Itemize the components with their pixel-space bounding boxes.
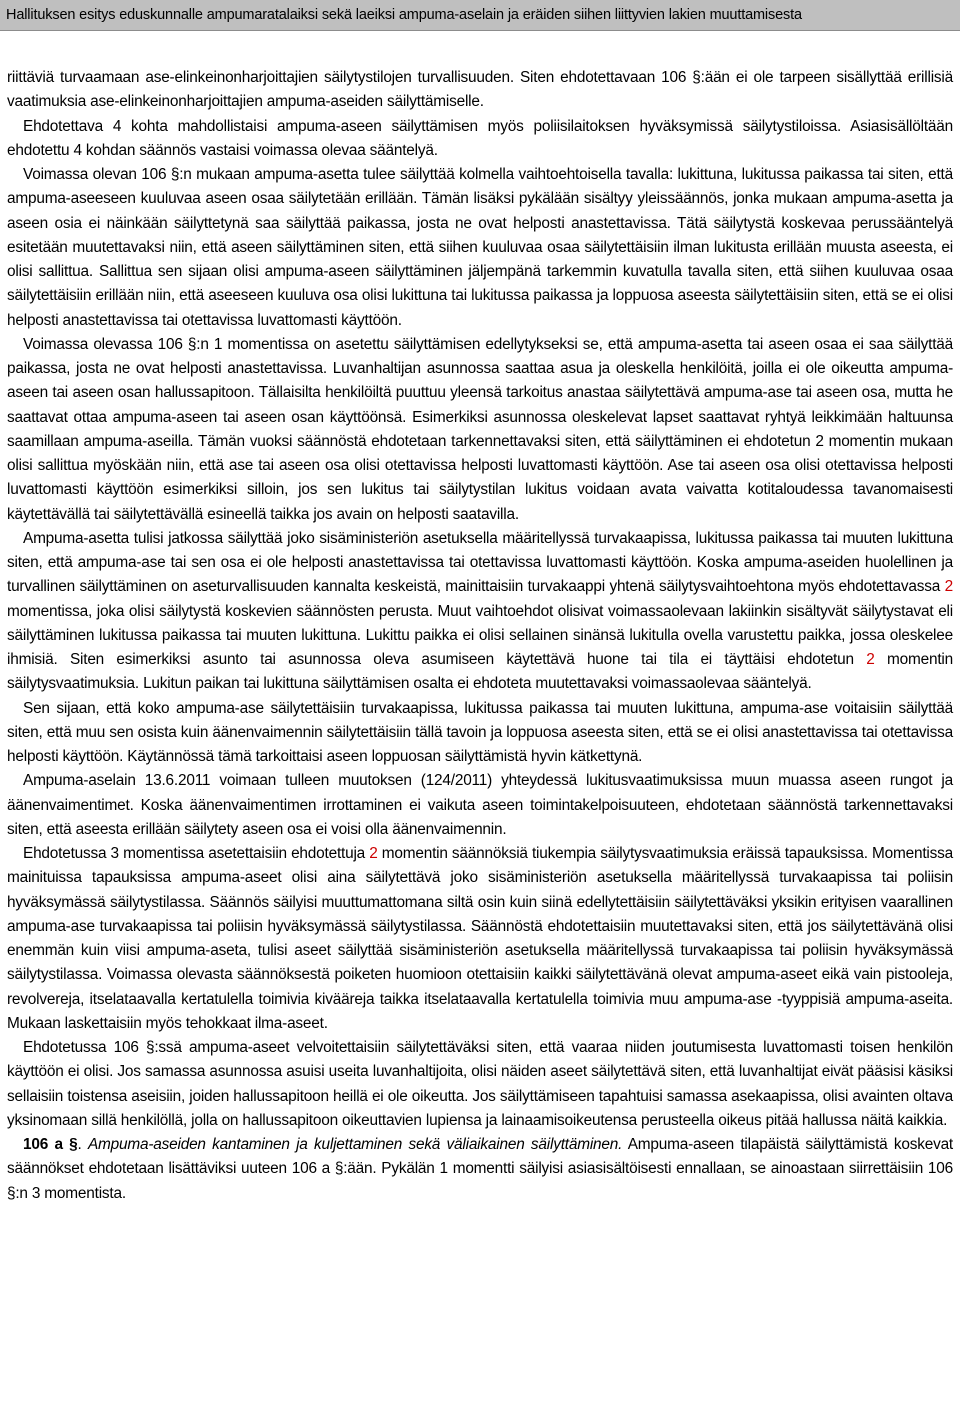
- paragraph: [7, 66, 953, 115]
- highlighted-number: 2: [866, 651, 875, 668]
- paragraph-text: Ampuma-asetta tulisi jatkossa säilyttää joko sisäministeriön asetuksella määritellyssä turvakaapissa, lukitussa paikassa tai muuten lukittuna siten, että ampuma-ase tai sen osa ei ole helposti anastettavissa tai otettavissa luvattomasti käyttöön. Koska ampuma-aseiden huolellinen ja turvallinen säilyttäminen on aseturvallisuuden kannalta keskeistä, mainittaisiin turvakaappi yhtenä säilytysvaihtoehtona myös ehdotettavassa: [7, 529, 953, 596]
- paragraph: [7, 697, 953, 770]
- document-body: [7, 66, 953, 1206]
- paragraph-text: Ampuma-aseen tilapäistä säilyttämistä koskevat säännökset ehdotetaan lisättäviksi uuteen 106 a §:ään. Pykälän 1 momentti säilyisi asiasisältöisesti ennallaan, se ainoastaan siirrettäisiin 106 §:n 3 momentista.: [7, 1136, 954, 1202]
- paragraph-text: momentin säilytysvaatimuksia. Lukitun paikan tai lukittuna säilyttämisen osalta ei ehdoteta muutettavaksi voimassaolevaa sääntelyä.: [7, 651, 953, 693]
- highlighted-number: 2: [369, 845, 378, 862]
- paragraph: [7, 769, 953, 842]
- paragraph-text: Ehdotetussa 106 §:ssä ampuma-aseet velvoitettaisiin säilytettäväksi siten, että vaaraa niiden joutumisesta luvattomasti toisen henkilön käyttöön ei olisi. Jos samassa asunnossa asuisi useita luvanhaltijoita, olisi näiden aseet säilytettävä siten, että luvanhaltijat eivät pääsisi käsiksi sellaisiin toistensa aseisiin, joiden hallussapitoon heillä ei ole oikeutta. Jos säilyttämiseen tapahtuisi samassa asekaapissa, olisi avainten oltava yksinomaan sillä henkilöllä, jolla on hallussapitoon oikeuttavien lupiensa ja lainaamisoikeutensa perusteella oikeus pitää hallussa näitä kaikkia.: [7, 1039, 953, 1129]
- paragraph-text: Ampuma-aselain 13.6.2011 voimaan tulleen muutoksen (124/2011) yhteydessä lukitusvaatimuksissa muun muassa aseen rungot ja äänenvaimentimet. Koska äänenvaimentimen irrottaminen ei vaikuta aseen toimintakelpoisuuteen, ehdotetaan säännöstä tarkennettavaksi siten, että aseesta erillään säilytety aseen osa ei voisi olla äänenvaimennin.: [7, 772, 953, 838]
- paragraph-text: Sen sijaan, että koko ampuma-ase säilytettäisiin turvakaapissa, lukitussa paikassa tai muuten lukittuna, ampuma-ase voitaisiin säilyttää siten, että muu sen osista kuin äänenvaimennin säilytettäisiin tällä tavoin ja loppuosa aseesta siten, että se ei olisi anastettavissa tai otettavissa helposti käyttöön. Käytännössä tämä tarkoittaisi aseen loppuosan säilyttämistä hyvin kätkettynä.: [7, 699, 953, 765]
- paragraph-text: riittäviä turvaamaan ase-elinkeinonharjoittajien säilytystilojen turvallisuuden. Siten ehdotettavaan 106 §:ään ei ole tarpeen sisällyttää erillisiä vaatimuksia ase-elinkeinonharjoittajien ampuma-aseiden säilyttämiselle.: [7, 69, 953, 111]
- paragraph-text: .: [77, 1136, 88, 1153]
- paragraph-text: momentissa, joka olisi säilytystä koskevien säännösten perusta. Muut vaihtoehdot olisivat voimassaolevaan lakiinkin sisältyvät säilytystavat eli säilyttäminen lukitussa paikassa tai muuten lukittuna. Lukittu paikka ei olisi sellainen sinänsä lukitulla ovella varustettu paikka, jossa oleskelee ihmisiä. Siten esimerkiksi asunto tai asunnossa oleva asumiseen käytettävä huone tai tila ei täyttäisi ehdotetun: [7, 602, 953, 668]
- section-heading: Ampuma-aseiden kantaminen ja kuljettaminen sekä väliaikainen säilyttäminen.: [87, 1136, 623, 1153]
- paragraph: [7, 842, 953, 1036]
- paragraph: [7, 115, 953, 164]
- paragraph-text: Ehdotetussa 3 momentissa asetettaisiin ehdotettuja: [23, 845, 370, 862]
- paragraph-text: Voimassa olevassa 106 §:n 1 momentissa on asetettu säilyttämisen edellytykseksi se, että ampuma-asetta tai aseen osaa ei saa säilyttää paikassa, josta ne ovat helposti anastettavissa. Luvanhaltijan asunnossa saattaa asua ja oleskella henkilöitä, joilla ei ole oikeutta ampuma-aseen tai aseen osan hallussapitoon. Tällaisilta henkilöiltä puuttuu yleensä tarkoitus anastaa säilytettävä ampuma-ase tai aseen osa, mutta he saattavat ottaa ampuma-aseen tai aseen osan käyttöönsä. Esimerkiksi asunnossa oleskelevat lapset saattavat ryhtyä leikkimään haltuunsa saamillaan ampuma-aseilla. Tämän vuoksi säännöstä ehdotetaan tarkennettavaksi siten, että säilyttäminen ei ehdotetun 2 momentin mukaan olisi sallittua myöskään niin, että ase tai aseen osa olisi otettavissa helposti luvattomasti käyttöön. Ase tai aseen osa olisi otettavissa helposti luvattomasti käyttöön esimerkiksi silloin, jos sen lukitus tai säilytystilan lukitus voidaan avata vaivatta kotitaloudessa tavanomaisesti käytettävällä tai säilytettävällä esineellä taikka jos avain on helposti saatavilla.: [7, 335, 953, 523]
- section-number: 106 a §: [23, 1136, 78, 1153]
- header-title: Hallituksen esitys eduskunnalle ampumaratalaiksi sekä laeiksi ampuma-aselain ja eräiden siihen liittyvien lakien muuttamisesta: [6, 7, 802, 23]
- paragraph: [7, 527, 953, 697]
- paragraph-text: Voimassa olevan 106 §:n mukaan ampuma-asetta tulee säilyttää kolmella vaihtoehtoisella tavalla: lukittuna, lukitussa paikassa tai siten, että ampuma-aseeseen kuuluvaa aseen osaa säilytetään erillään. Tämän lisäksi pykälään sisältyy yleissäännös, jonka mukaan ampuma-asetta ja aseen osia ei näinkään säilyttetynä saa säilyttää paikassa, josta ne ovat helposti anastettavissa. Tätä säilytystä koskevaa perussääntelyä esitetään muutettavaksi niin, että aseen säilyttäminen siten, että siihen kuuluvaa osaa säilytettäisiin ilman lukitusta erillään muusta aseesta, ei olisi sallittua. Sallittua sen sijaan olisi ampuma-aseen säilyttäminen jäljempänä tarkemmin kuvatulla tavalla siten, että siihen kuuluvaa osaa säilytettäisiin erillään niin, että aseeseen kuuluva osa olisi lukittuna tai lukitussa paikassa ja loppuosa aseesta säilytettäisiin siten, että se ei olisi helposti anastettavissa tai otettavissa luvattomasti käyttöön.: [7, 166, 953, 329]
- paragraph-text: momentin säännöksiä tiukempia säilytysvaatimuksia eräissä tapauksissa. Momentissa mainituissa tapauksissa ampuma-aseet olisi aina säilytettävä joko sisäministeriön asetuksella määritellyssä turvakaapissa tai poliisin hyväksymässä säilytystilassa. Säännös säilyisi muuttumattomana siltä osin kuin siinä edellytettäisiin säilytettäväksi yksikin erityisen vaarallinen ampuma-ase turvakaapissa tai poliisin hyväksymässä säilytystilassa. Säännöstä ehdotettaisiin muutettavaksi siten, että jos säilytettävänä olisi enemmän kuin viisi ampuma-aseta, tulisi aseet säilyttää sisäministeriön asetuksella määritellyssä turvakaapissa tai poliisin hyväksymässä säilytystilassa. Voimassa olevasta säännöksestä poiketen huomioon otettaisiin kaikki säilytettävänä olevat ampuma-aseet eikä vain pistooleja, revolvereja, itselataavalla kertatulella toimivia kivääreja taikka itselataavalla kertatulella toimivia muu ampuma-ase -tyyppisiä ampuma-aseita. Mukaan laskettaisiin myös tehokkaat ilma-aseet.: [7, 845, 953, 1032]
- paragraph: [7, 1133, 953, 1206]
- document-header: [0, 0, 960, 31]
- paragraph-text: Ehdotettava 4 kohta mahdollistaisi ampuma-aseen säilyttämisen myös poliisilaitoksen hyväksymissä säilytystiloissa. Asiasisällöltään ehdotettu 4 kohdan säännös vastaisi voimassa olevaa sääntelyä.: [7, 117, 953, 159]
- paragraph: [7, 1036, 953, 1133]
- paragraph: [7, 333, 953, 527]
- paragraph: [7, 163, 953, 333]
- highlighted-number: 2: [944, 578, 953, 596]
